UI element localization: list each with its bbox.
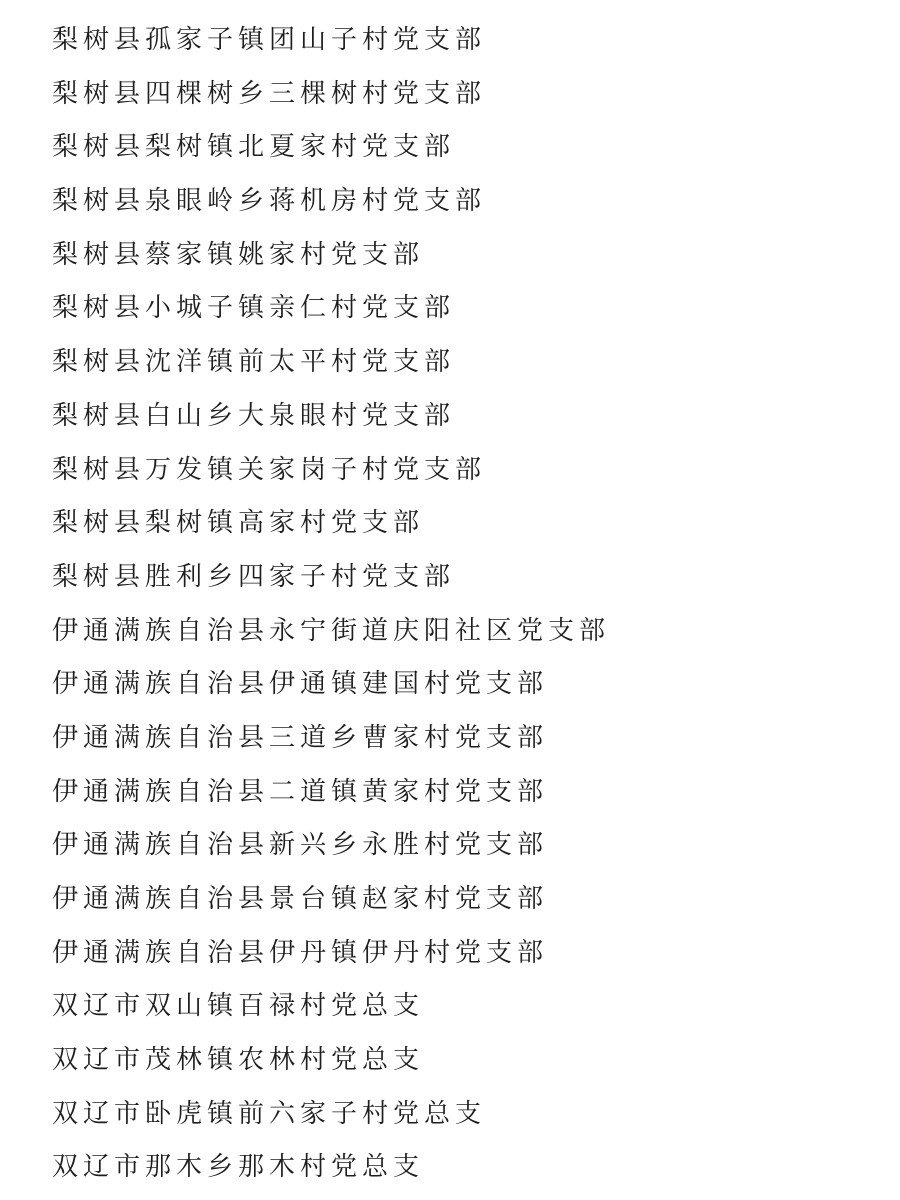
list-item: 梨树县四棵树乡三棵树村党支部: [52, 78, 487, 109]
list-item: 梨树县孤家子镇团山子村党支部: [52, 25, 487, 55]
list-item: 伊通满族自治县新兴乡永胜村党支部: [52, 830, 549, 861]
list-item: 梨树县万发镇关家岗子村党支部: [52, 454, 487, 485]
list-item: 双辽市卧虎镇前六家子村党总支: [52, 1098, 487, 1129]
list-item: 伊通满族自治县三道乡曹家村党支部: [52, 722, 549, 753]
list-item: 双辽市双山镇百禄村党总支: [52, 991, 425, 1022]
list-item: 双辽市茂林镇农林村党总支: [52, 1045, 425, 1076]
list-item: 梨树县小城子镇亲仁村党支部: [52, 293, 456, 324]
list-item: 双辽市那木乡那木村党总支: [52, 1152, 425, 1183]
list-item: 梨树县泉眼岭乡蒋机房村党支部: [52, 186, 487, 217]
list-item: 伊通满族自治县伊丹镇伊丹村党支部: [52, 937, 549, 968]
party-branch-list: [52, 14, 610, 1195]
list-item: 伊通满族自治县二道镇黄家村党支部: [52, 776, 549, 807]
list-item: 梨树县胜利乡四家子村党支部: [52, 561, 456, 592]
list-item: 伊通满族自治县永宁街道庆阳社区党支部: [52, 615, 611, 646]
list-item: 伊通满族自治县伊通镇建国村党支部: [52, 669, 549, 700]
list-item: 梨树县梨树镇高家村党支部: [52, 508, 425, 539]
list-item: 梨树县沈洋镇前太平村党支部: [52, 347, 456, 378]
list-item: 梨树县梨树镇北夏家村党支部: [52, 132, 456, 163]
list-item: 梨树县蔡家镇姚家村党支部: [52, 239, 425, 270]
list-item: 伊通满族自治县景台镇赵家村党支部: [52, 884, 549, 914]
list-item: 梨树县白山乡大泉眼村党支部: [52, 400, 456, 431]
